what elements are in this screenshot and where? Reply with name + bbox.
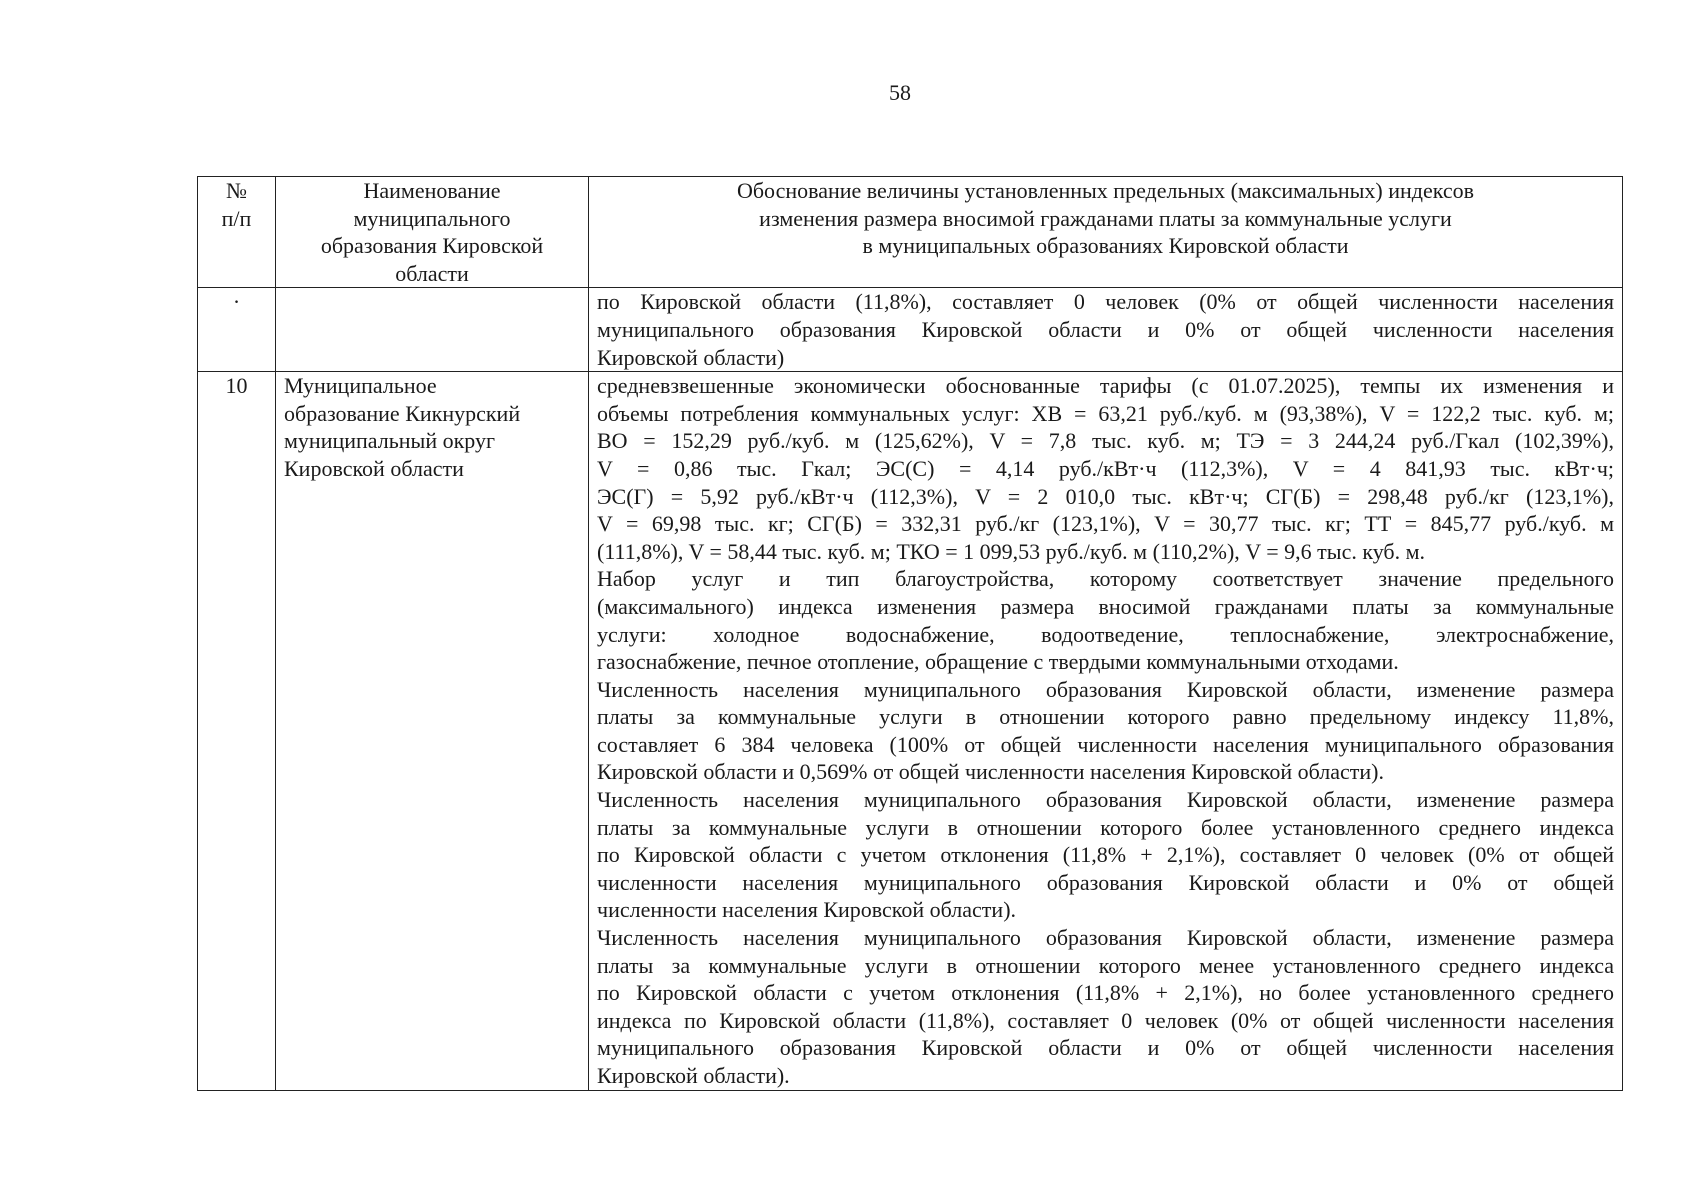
text-line: Численность населения муниципального образования Кировской области, изменение размера [597,676,1614,702]
text-line: платы за коммунальные услуги в отношении которого менее установленного среднего индекса [597,952,1614,978]
text-line: Кировской области) [597,344,785,370]
page-number: 58 [889,80,911,105]
header-justification [589,177,1623,288]
row-number: · [198,288,276,372]
text-line: по Кировской области с учетом отклонения (11,8% + 2,1%), составляет 0 человек (0% от общей [597,842,1614,868]
text-line: Муниципальное [284,373,437,399]
text-line: платы за коммунальные услуги в отношении которого более установленного среднего индекса [597,814,1614,840]
text-line: муниципального образования Кировской области и 0% от общей численности населения [597,1035,1614,1061]
row-municipality-name [276,288,589,372]
text-line: численности населения Кировской области). [597,897,1017,923]
table-header-row [198,177,1623,288]
text-line: услуги: холодное водоснабжение, водоотведение, теплоснабжение, электроснабжение, [597,621,1614,647]
text-line: (максимального) индекса изменения размера вносимой гражданами платы за коммунальные [597,593,1614,619]
text-line: муниципального [353,205,511,231]
table-row-10 [198,372,1623,1090]
text-line: Наименование [363,178,501,203]
text-line: V = 0,86 тыс. Гкал; ЭС(С) = 4,14 руб./кВт·ч (112,3%), V = 4 841,93 тыс. кВт·ч; [597,455,1614,481]
text-line: в муниципальных образованиях Кировской области [862,233,1349,259]
text-line: V = 69,98 тыс. кг; СГ(Б) = 332,31 руб./кг (123,1%), V = 30,77 тыс. кг; ТТ = 845,77 руб./куб. м [597,511,1614,537]
text-line: ЭС(Г) = 5,92 руб./кВт·ч (112,3%), V = 2 010,0 тыс. кВт·ч; СГ(Б) = 298,48 руб./кг (123,1%), [597,483,1614,509]
text-line: муниципального образования Кировской области и 0% от общей численности населения [597,316,1614,342]
text-line: муниципальный округ [284,428,496,454]
justification-paragraph [597,676,1614,786]
text-line: п/п [221,205,252,231]
text-line: по Кировской области (11,8%), составляет 0 человек (0% от общей численности населения [597,289,1614,315]
text-line: по Кировской области с учетом отклонения (11,8% + 2,1%), но более установленного среднего [597,980,1614,1006]
justification-paragraph [597,786,1614,924]
justification-paragraph [597,924,1614,1090]
text-line: Численность населения муниципального образования Кировской области, изменение размера [597,925,1614,951]
text-line: составляет 6 384 человека (100% от общей численности населения муниципального образования [597,731,1614,757]
row-justification [589,288,1623,372]
text-line: Кировской области [284,455,464,481]
row-justification [589,372,1623,1090]
text-line: средневзвешенные экономически обоснованные тарифы (с 01.07.2025), темпы их изменения и [597,373,1614,399]
text-line: Набор услуг и тип благоустройства, которому соответствует значение предельного [597,566,1614,592]
text-line: индекса по Кировской области (11,8%), составляет 0 человек (0% от общей численности населения [597,1007,1614,1033]
row-municipality-name [276,372,589,1090]
table-row-continuation [198,288,1623,372]
row-number: 10 [198,372,276,1090]
text-line: газоснабжение, печное отопление, обращение с твердыми коммунальными отходами. [597,649,1399,675]
text-line: области [395,260,469,286]
text-line: Кировской области и 0,569% от общей численности населения Кировской области). [597,759,1384,785]
header-municipality-name [276,177,589,288]
text-line: Обоснование величины установленных предельных (максимальных) индексов [736,178,1475,203]
text-line: (111,8%), V = 58,44 тыс. куб. м; ТКО = 1 099,53 руб./куб. м (110,2%), V = 9,6 тыс. куб. м. [597,538,1426,564]
justification-paragraph [597,372,1614,565]
text-line: Кировской области). [597,1063,790,1088]
header-number [198,177,276,288]
text-line: ВО = 152,29 руб./куб. м (125,62%), V = 7,8 тыс. куб. м; ТЭ = 3 244,24 руб./Гкал (102,39%), [597,428,1614,454]
text-line: объемы потребления коммунальных услуг: ХВ = 63,21 руб./куб. м (93,38%), V = 122,2 тыс. куб. м; [597,400,1614,426]
text-line: изменения размера вносимой гражданами платы за коммунальные услуги [759,205,1452,231]
text-line: численности населения муниципального образования Кировской области и 0% от общей [597,869,1614,895]
justification-paragraph [597,565,1614,675]
text-line: № [226,178,247,203]
text-line: Численность населения муниципального образования Кировской области, изменение размера [597,787,1614,813]
text-line: образование Кикнурский [284,400,521,426]
text-line: платы за коммунальные услуги в отношении которого равно предельному индексу 11,8%, [597,704,1614,730]
tariff-index-table [197,176,1623,1091]
text-line: образования Кировской [320,233,544,259]
